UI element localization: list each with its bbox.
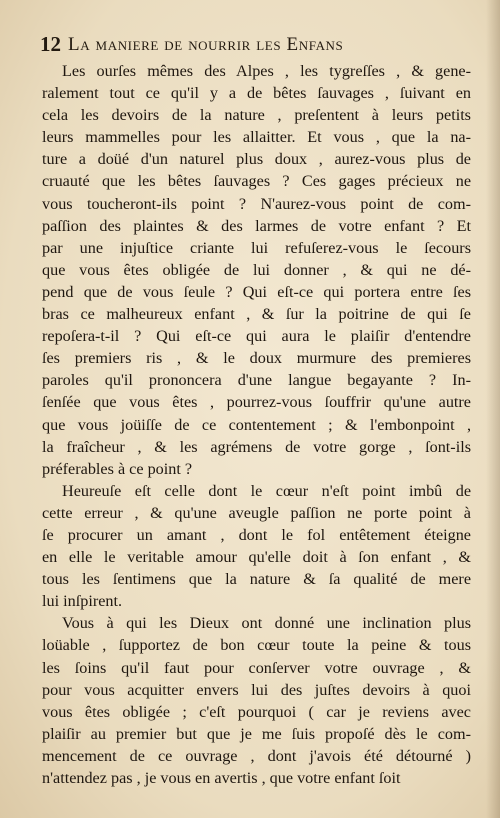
text-line: la fraîcheur , & les agrémens de votre gorge , ſont-ils	[42, 437, 471, 456]
text-line: n'attendez pas , je vous en avertis , que votre enfant ſoit	[42, 769, 401, 787]
paragraph	[42, 60, 471, 480]
text-line: ſes premiers ris , & le doux murmure des premieres	[42, 349, 471, 368]
text-line: lui inſpirent.	[42, 592, 123, 611]
text-line: loüable , ſupportez de bon cœur toute la peine & tous	[42, 636, 471, 655]
text-line: ralement tout ce qu'il y a de bêtes ſauvages , ſuivant en	[42, 84, 471, 103]
text-line: plaiſir au premier but que je me ſuis propoſé dès le com-	[42, 724, 471, 743]
text-line: cela les devoirs de la nature , preſentent à leurs petits	[42, 106, 471, 125]
page-edge-shadow	[486, 0, 500, 818]
text-line: Vous à qui les Dieux ont donné une inclination plus	[62, 614, 471, 633]
text-line: mencement de ce ouvrage , dont j'avois été détourné )	[42, 746, 471, 765]
text-line: tous les ſentimens que la nature & ſa qualité de mere	[42, 570, 471, 589]
text-line: que vous êtes obligée de lui donner , & qui ne dé-	[42, 260, 471, 279]
text-line: pend que de vous ſeule ? Qui eſt-ce qui portera entre ſes	[42, 282, 471, 301]
paragraph	[42, 480, 471, 613]
text-line: les ſoins qu'il faut pour conſerver votre ouvrage , &	[42, 658, 471, 677]
page-number: 12	[40, 32, 61, 56]
text-line: Les ourſes mêmes des Alpes , les tygreſſes , & gene-	[62, 62, 471, 80]
text-line: ture a doüé d'un naturel plus doux , aurez-vous plus de	[42, 150, 471, 169]
text-line: repoſera-t-il ? Qui eſt-ce qui aura le plaiſir d'entendre	[42, 327, 471, 346]
text-line: vous êtes obligée ; c'eſt pourquoi ( car je reviens avec	[42, 702, 471, 721]
text-line: pour vous acquitter envers lui des juſtes devoirs à quoi	[42, 680, 471, 699]
text-line: préferables à ce point ?	[42, 459, 193, 478]
running-head: La maniere de nourrir les Enfans	[68, 34, 344, 55]
text-line: en elle le veritable amour qu'elle doit à ſon enfant , &	[42, 548, 471, 567]
text-line: que vous joüiſſe de ce contentement ; & l'embonpoint ,	[42, 415, 471, 434]
text-line: leurs mammelles pour les allaitter. Et vous , que la na-	[42, 128, 471, 147]
text-line: paroles qu'il prononcera d'une langue begayante ? In-	[42, 371, 471, 390]
text-line: Heureuſe eſt celle dont le cœur n'eſt point imbû de	[62, 481, 471, 500]
body-text	[42, 60, 471, 789]
text-line: paſſion des plaintes & des larmes de votre enfant ? Et	[42, 216, 471, 235]
text-line: ſenſée que vous êtes , pourrez-vous ſouffrir qu'une autre	[42, 393, 471, 412]
text-line: cette erreur , & qu'une aveugle paſſion ne porte point à	[42, 503, 471, 522]
text-line: par une injuſtice criante lui refuſerez-vous le ſecours	[42, 238, 471, 257]
paragraph	[42, 612, 471, 789]
text-line: cruauté que les bêtes ſauvages ? Ces gages précieux ne	[42, 172, 471, 191]
text-line: ſe procurer un amant , dont le fol entêtement éteigne	[42, 525, 471, 544]
text-line: vous toucheront-ils point ? N'aurez-vous point de com-	[42, 194, 471, 213]
text-line: bras ce malheureux enfant , & ſur la poitrine de qui ſe	[42, 305, 471, 324]
page-header	[40, 30, 470, 56]
